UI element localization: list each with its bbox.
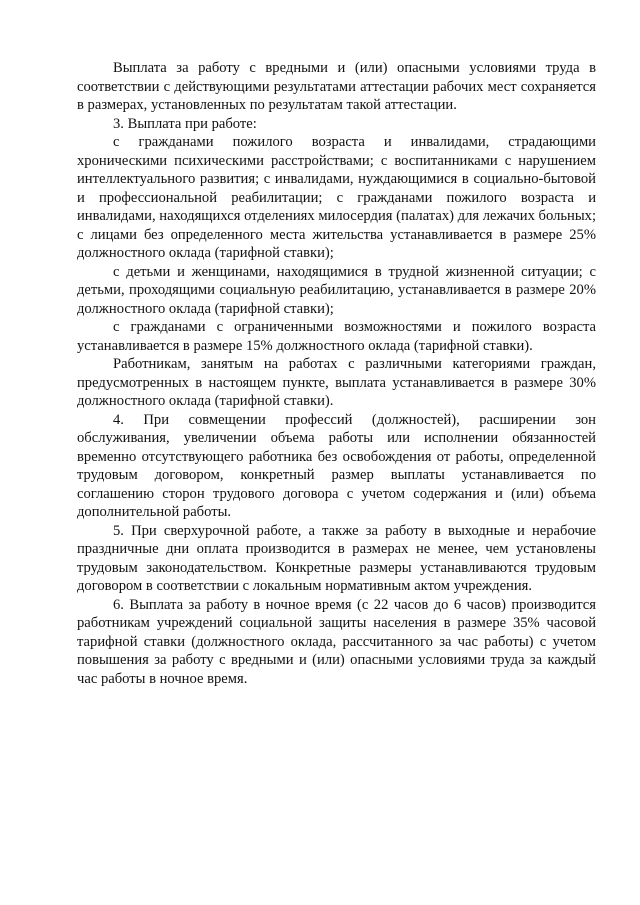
paragraph-section-6-night-work: 6. Выплата за работу в ночное время (с 22 часов до 6 часов) производится работникам учреждений социальной защиты населения в размере 35% часовой тарифной ставки (должностного оклада, рассчитанного за час работы) с учетом повышения за работу с вредными и (или) опасными условиями труда за каждый час работы в ночное время. (77, 596, 596, 687)
paragraph-various-categories-30: Работникам, занятым на работах с различными категориями граждан, предусмотренных в настоящем пункте, выплата устанавливается в размере 30% должностного оклада (тарифной ставки). (77, 356, 596, 409)
document-page (77, 59, 596, 688)
paragraph-elderly-disabled-25: с гражданами пожилого возраста и инвалидами, страдающими хроническими психическими расстройствами; с воспитанниками с нарушением интеллектуального развития; с инвалидами, нуждающимися в социально-бытовой и профессиональной реабилитации; с гражданами пожилого возраста и инвалидами, находящихся отделениях милосердия (палатах) для лежачих больных; с лицами без определенного места жительства устанавливается в размере 25% должностного оклада (тарифной ставки); (77, 134, 596, 261)
paragraph-section-5-overtime: 5. При сверхурочной работе, а также за работу в выходные и нерабочие праздничные дни оплата производится в размерах не менее, чем установлены трудовым законодательством. Конкретные размеры устанавливаются трудовым договором в соответствии с локальным нормативным актом учреждения. (77, 522, 596, 594)
paragraph-children-women-20: с детьми и женщинами, находящимися в трудной жизненной ситуации; с детьми, проходящими социальную реабилитацию, устанавливается в размере 20% должностного оклада (тарифной ставки); (77, 263, 596, 317)
paragraph-limited-abilities-15: с гражданами с ограниченными возможностями и пожилого возраста устанавливается в размере 15% должностного оклада (тарифной ставки). (77, 319, 596, 354)
paragraph-section-3-heading: 3. Выплата при работе: (113, 115, 257, 132)
paragraph-hazard-pay: Выплата за работу с вредными и (или) опасными условиями труда в соответствии с действующими результатами аттестации рабочих мест сохраняется в размерах, установленных по результатам такой аттестации. (77, 60, 596, 113)
paragraph-section-4-combining: 4. При совмещении профессий (должностей), расширении зон обслуживания, увеличении объема работы или исполнении обязанностей временно отсутствующего работника без освобождения от работы, определенной трудовым договором, конкретный размер выплаты устанавливается по соглашению сторон трудового договора с учетом содержания и (или) объема дополнительной работы. (77, 411, 596, 520)
